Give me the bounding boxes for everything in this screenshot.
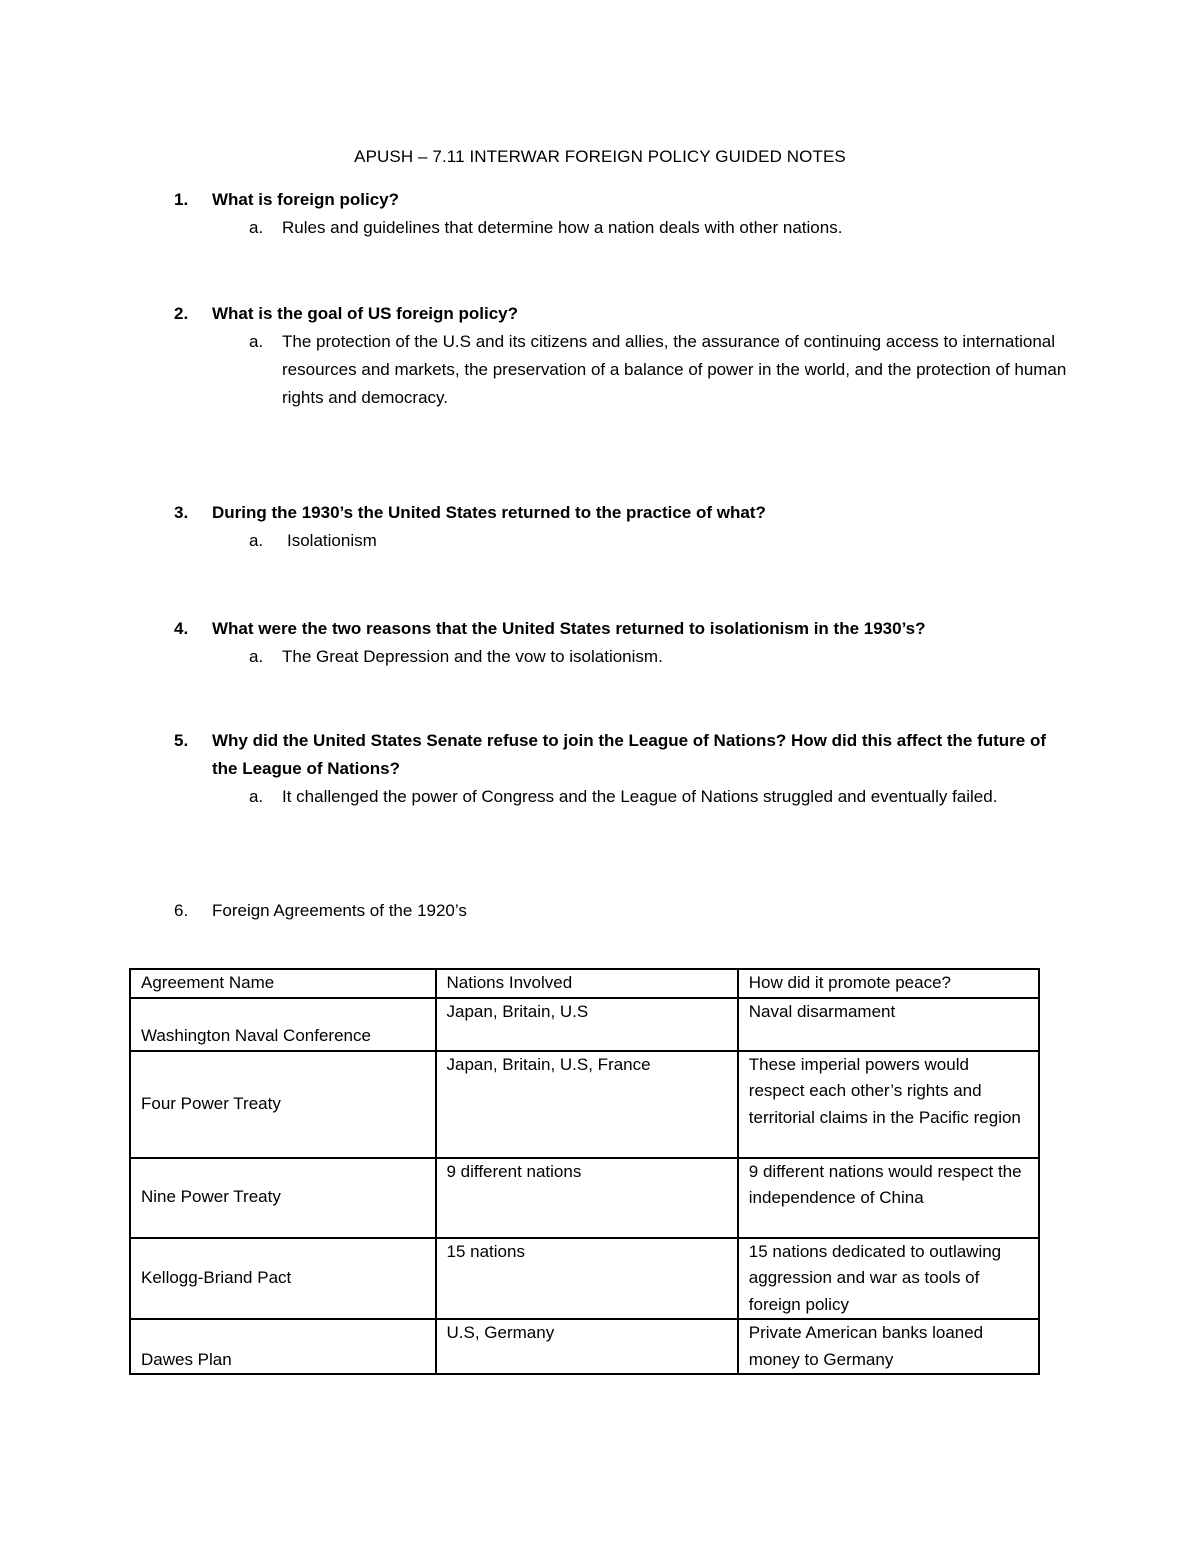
answer-letter: a. — [249, 647, 264, 666]
nations-involved: 15 nations — [436, 1238, 738, 1320]
question-text: What were the two reasons that the United States returned to isolationism in the 1930’s? — [212, 619, 926, 638]
agreement-name: Nine Power Treaty — [130, 1158, 436, 1238]
answer-text: Rules and guidelines that determine how a nation deals with other nations. — [282, 218, 843, 237]
page-title: APUSH – 7.11 INTERWAR FOREIGN POLICY GUIDED NOTES — [354, 147, 846, 166]
question-number: 2. — [174, 304, 189, 323]
question-number: 1. — [174, 190, 189, 209]
question-number: 5. — [174, 731, 189, 750]
question-text: What is foreign policy? — [212, 190, 400, 209]
answer-text: It challenged the power of Congress and the League of Nations struggled and eventually failed. — [282, 787, 998, 806]
promote-peace: These imperial powers would respect each other’s rights and territorial claims in the Pacific region — [738, 1051, 1039, 1158]
table-header-row — [130, 969, 1039, 998]
agreements-table — [129, 968, 1040, 1375]
agreement-name: Kellogg-Briand Pact — [130, 1238, 436, 1320]
table-row — [130, 1319, 1039, 1374]
answer-text: The Great Depression and the vow to isolationism. — [282, 647, 663, 666]
table-row — [130, 998, 1039, 1051]
question-text: What is the goal of US foreign policy? — [212, 304, 519, 323]
promote-peace: 9 different nations would respect the independence of China — [738, 1158, 1039, 1238]
question-number: 4. — [174, 619, 189, 638]
header-promote-peace: How did it promote peace? — [738, 969, 1039, 998]
header-agreement-name: Agreement Name — [130, 969, 436, 998]
answer-text: Isolationism — [287, 531, 377, 550]
question-number: 3. — [174, 503, 189, 522]
answer-letter: a. — [249, 218, 264, 237]
answer-letter: a. — [249, 787, 264, 806]
answer-letter: a. — [249, 531, 264, 550]
agreement-name: Dawes Plan — [130, 1319, 436, 1374]
question-text: During the 1930’s the United States returned to the practice of what? — [212, 503, 766, 522]
question-text: Why did the United States Senate refuse to join the League of Nations? How did this affect the future of the League of Nations? — [212, 731, 1046, 778]
nations-involved: U.S, Germany — [436, 1319, 738, 1374]
question-number: 6. — [174, 901, 189, 920]
nations-involved: Japan, Britain, U.S, France — [436, 1051, 738, 1158]
header-nations-involved: Nations Involved — [436, 969, 738, 998]
answer-letter: a. — [249, 332, 264, 351]
nations-involved: 9 different nations — [436, 1158, 738, 1238]
question-text: Foreign Agreements of the 1920’s — [212, 901, 467, 920]
table-row — [130, 1238, 1039, 1320]
promote-peace: 15 nations dedicated to outlawing aggression and war as tools of foreign policy — [738, 1238, 1039, 1320]
answer-text: The protection of the U.S and its citizens and allies, the assurance of continuing access to international resources and markets, the preservation of a balance of power in the world, and the protection of human rights and democracy. — [282, 332, 1067, 407]
table-row — [130, 1158, 1039, 1238]
nations-involved: Japan, Britain, U.S — [436, 998, 738, 1051]
table-row — [130, 1051, 1039, 1158]
agreement-name: Four Power Treaty — [130, 1051, 436, 1158]
agreement-name: Washington Naval Conference — [130, 998, 436, 1051]
promote-peace: Naval disarmament — [738, 998, 1039, 1051]
promote-peace: Private American banks loaned money to Germany — [738, 1319, 1039, 1374]
